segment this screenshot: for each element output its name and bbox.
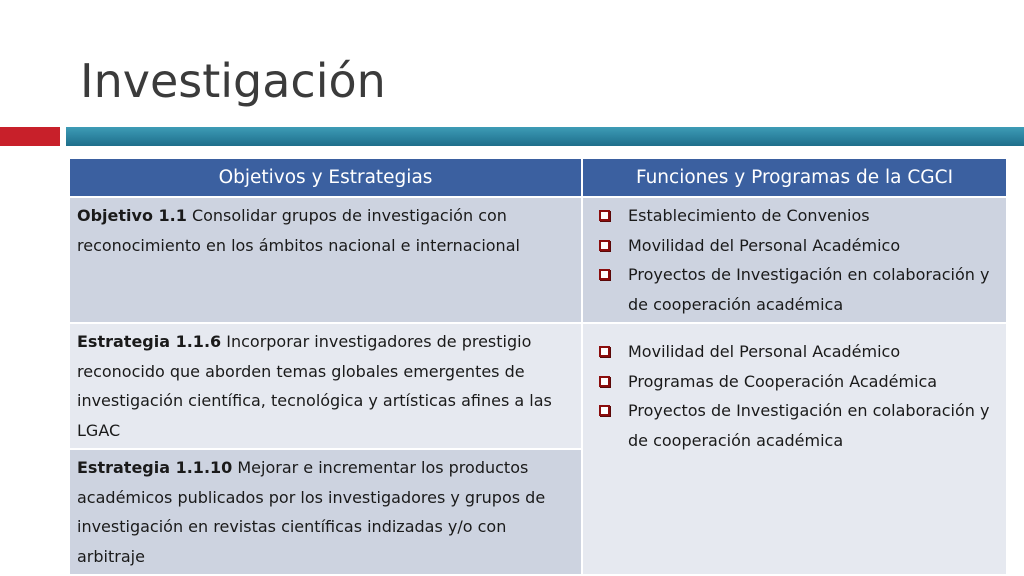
objectives-table — [68, 157, 1008, 576]
functions-cell — [582, 323, 1007, 575]
objective-text: Consolidar grupos de investigación con reconocimiento en los ámbitos nacional e internacional — [77, 206, 520, 255]
slide-title: Investigación — [80, 54, 386, 108]
strategy-text: Mejorar e incrementar los productos académicos publicados por los investigadores y grupos de investigación en revistas científicas indizadas y/o con arbitraje — [77, 458, 546, 566]
table-row — [69, 197, 1007, 323]
list-item: Proyectos de Investigación en colaboración y de cooperación académica — [590, 260, 1000, 319]
strategy-text: Incorporar investigadores de prestigio reconocido que aborden temas globales emergentes de investigación científica, tecnológica y artísticas afines a las LGAC — [77, 332, 552, 440]
header-functions: Funciones y Programas de la CGCI — [582, 158, 1007, 197]
list-item: Establecimiento de Convenios — [590, 201, 1000, 231]
strategy-cell — [69, 323, 582, 449]
checkbox-square-icon — [599, 269, 610, 280]
table-header-row — [69, 158, 1007, 197]
strategy-label: Estrategia 1.1.10 — [77, 458, 233, 477]
functions-list — [590, 337, 1000, 455]
objective-cell — [69, 197, 582, 323]
strategy-cell — [69, 449, 582, 575]
list-item: Movilidad del Personal Académico — [590, 337, 1000, 367]
checkbox-square-icon — [599, 405, 610, 416]
checkbox-square-icon — [599, 240, 610, 251]
table-row — [69, 323, 1007, 449]
checkbox-square-icon — [599, 210, 610, 221]
objective-label: Objetivo 1.1 — [77, 206, 187, 225]
list-item: Movilidad del Personal Académico — [590, 231, 1000, 261]
checkbox-square-icon — [599, 346, 610, 357]
functions-cell — [582, 197, 1007, 323]
strategy-label: Estrategia 1.1.6 — [77, 332, 222, 351]
accent-teal-bar — [66, 127, 1024, 146]
list-item: Proyectos de Investigación en colaboración y de cooperación académica — [590, 396, 1000, 455]
functions-list — [590, 201, 1000, 319]
accent-red-block — [0, 127, 60, 146]
header-objectives: Objetivos y Estrategias — [69, 158, 582, 197]
list-item: Programas de Cooperación Académica — [590, 367, 1000, 397]
checkbox-square-icon — [599, 376, 610, 387]
